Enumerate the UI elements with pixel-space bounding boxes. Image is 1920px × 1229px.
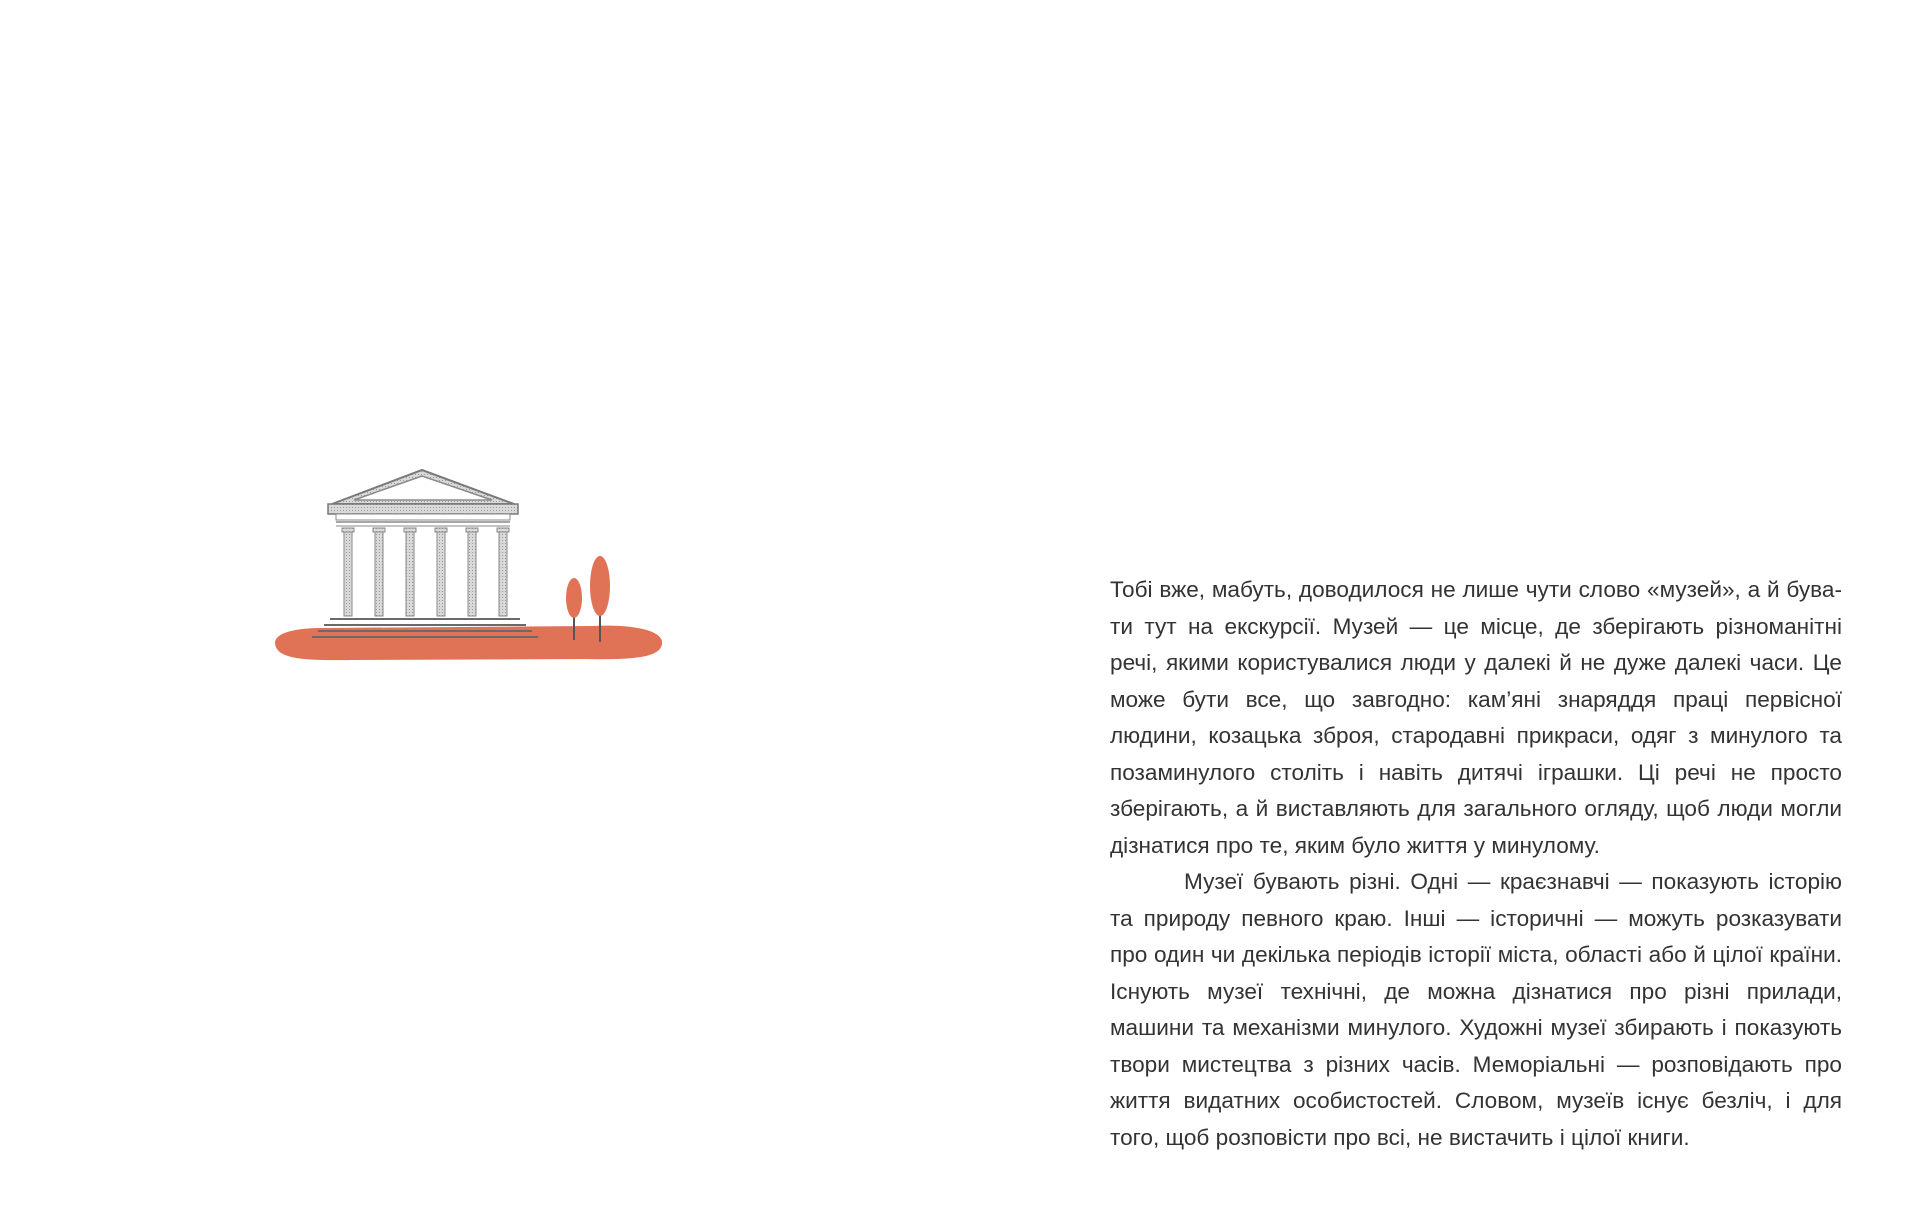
paragraph: Тобі вже, мабуть, доводилося не лише чути слово «музей», а й бувати тут на екскурсії. Музей — це місце, де зберігають різноманітні речі, якими користувалися люди у далекі й не дуже далекі часи. Це може бути все, що завгодно: кам’яні знаряддя праці первісної людини, козацька зброя, стародавні прикраси, одяг з минулого та позаминулого століть і навіть дитячі іграшки. Ці речі не просто зберігають, а й виставляють для загального огляду, щоб люди могли дізнатися про те, яким було життя у минулому. xyxy=(1110,577,1842,858)
museum-illustration xyxy=(262,462,674,672)
paragraph: Музеї бувають різні. Одні — краєзнавчі — показують історію та природу певного краю. Інші — історичні — можуть розказувати про один чи декілька періодів історії міста, області або й цілої країни. Існують музеї технічні, де можна дізнатися про різні прилади, машини та механізми минулого. Художні музеї збирають і показують твори мистецтва з різних часів. Меморіальні — розповідають про життя видатних особистостей. Словом, музеїв існує безліч, і для того, щоб розповісти про всі, не вистачить і цілої книги. xyxy=(1110,869,1842,1150)
columns xyxy=(342,528,509,616)
museum-building-icon xyxy=(262,462,674,672)
entablature xyxy=(328,504,518,514)
body-text xyxy=(1110,572,1842,1156)
